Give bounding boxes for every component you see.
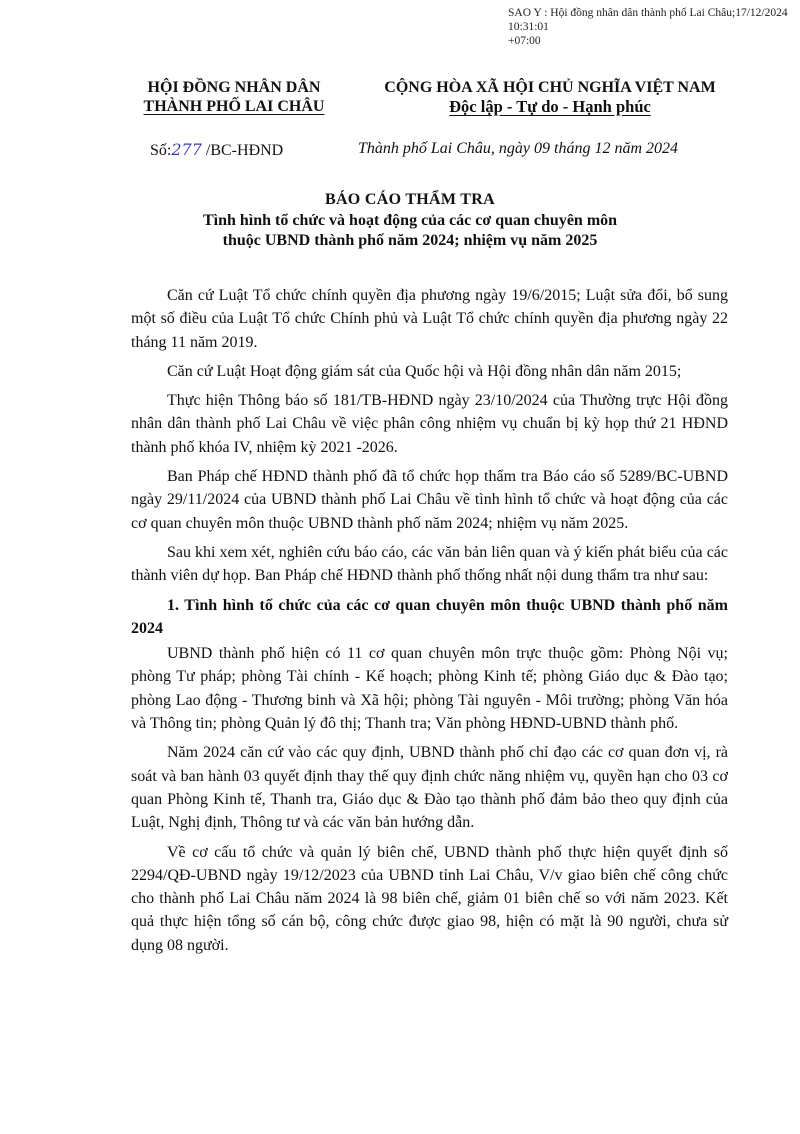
place-date: Thành phố Lai Châu, ngày 09 tháng 12 năm 2024 bbox=[358, 140, 679, 157]
section-1-heading: 1. Tình hình tổ chức của các cơ quan chuyên môn thuộc UBND thành phố năm 2024 bbox=[131, 596, 728, 637]
national-motto bbox=[350, 78, 750, 116]
title-main: BÁO CÁO THẨM TRA bbox=[324, 191, 495, 208]
digital-copy-stamp bbox=[508, 6, 796, 48]
paragraph-review-meeting: Ban Pháp chế HĐND thành phố đã tổ chức họp thẩm tra Báo cáo số 5289/BC-UBND ngày 29/11/2024 của UBND thành phố Lai Châu về tình hình tổ chức và hoạt động của các cơ quan chuyên môn thuộc UBND thành phố năm 2024; nhiệm vụ năm 2025. bbox=[131, 468, 728, 532]
paragraph-decisions-2024: Năm 2024 căn cứ vào các quy định, UBND thành phố chỉ đạo các cơ quan đơn vị, rà soát và ban hành 03 quyết định thay thế quy định chức năng nhiệm vụ, quyền hạn cho 03 cơ quan Phòng Kinh tế, Thanh tra, Giáo dục & Đào tạo thành phố đảm bảo theo quy định của Luật, Nghị định, Thông tư và các văn bản hướng dẫn. bbox=[131, 744, 728, 832]
title-sub-line1: Tình hình tổ chức và hoạt động của các cơ quan chuyên môn bbox=[202, 212, 618, 229]
handwritten-number: 277 bbox=[171, 140, 202, 159]
organization-line1: HỘI ĐỒNG NHÂN DÂN bbox=[147, 79, 321, 96]
paragraph-legal-basis-1: Căn cứ Luật Tổ chức chính quyền địa phương ngày 19/6/2015; Luật sửa đổi, bổ sung một số điều của Luật Tổ chức Chính phủ và Luật Tổ chức chính quyền địa phương ngày 22 tháng 11 năm 2019. bbox=[131, 287, 728, 351]
paragraph-notice: Thực hiện Thông báo số 181/TB-HĐND ngày 23/10/2024 của Thường trực Hội đồng nhân dân thành phố Lai Châu về việc phân công nhiệm vụ chuẩn bị kỳ họp thứ 21 HĐND thành phố khóa IV, nhiệm kỳ 2021 -2026. bbox=[131, 392, 728, 456]
paragraph-conclusion-intro: Sau khi xem xét, nghiên cứu báo cáo, các văn bản liên quan và ý kiến phát biểu của các thành viên dự họp. Ban Pháp chế HĐND thành phố thống nhất nội dung thẩm tra như sau: bbox=[131, 543, 728, 585]
paragraph-legal-basis-2: Căn cứ Luật Hoạt động giám sát của Quốc hội và Hội đồng nhân dân năm 2015; bbox=[167, 362, 682, 380]
organization-line2: THÀNH PHỐ LAI CHÂU bbox=[143, 98, 325, 115]
country-name: CỘNG HÒA XÃ HỘI CHỦ NGHĨA VIỆT NAM bbox=[384, 79, 716, 96]
copy-stamp-line2: +07:00 bbox=[508, 35, 541, 47]
paragraph-agencies: UBND thành phố hiện có 11 cơ quan chuyên môn trực thuộc gồm: Phòng Nội vụ; phòng Tư pháp; phòng Tài chính - Kế hoạch; phòng Kinh tế; phòng Giáo dục & Đào tạo; phòng Lao động - Thương binh và Xã hội; phòng Tài nguyên - Môi trường; phòng Văn hóa và Thông tin; phòng Quản lý đô thị; Thanh tra; Văn phòng HĐND-UBND thành phố. bbox=[131, 645, 728, 733]
number-prefix: Số: bbox=[150, 142, 172, 159]
title-sub-line2: thuộc UBND thành phố năm 2024; nhiệm vụ năm 2025 bbox=[222, 232, 598, 249]
paragraph-staffing: Về cơ cấu tổ chức và quản lý biên chế, UBND thành phố thực hiện quyết định số 2294/QĐ-UBND ngày 19/12/2023 của UBND tỉnh Lai Châu, V/v giao biên chế công chức cho thành phố Lai Châu năm 2024 là 98 biên chế, giảm 01 biên chế so với năm 2023. Kết quả thực hiện tổng số cán bộ, công chức được giao 98, hiện có mặt là 90 người, chưa sử dụng 08 người. bbox=[131, 843, 728, 954]
number-suffix: /BC-HĐND bbox=[201, 142, 284, 159]
motto-line: Độc lập - Tự do - Hạnh phúc bbox=[449, 97, 651, 116]
report-body bbox=[131, 284, 728, 963]
issuing-organization bbox=[128, 78, 340, 116]
copy-stamp-line1: SAO Y : Hội đồng nhân dân thành phố Lai Châu;17/12/2024 10:31:01 bbox=[508, 7, 788, 33]
document-number bbox=[150, 140, 283, 160]
report-title bbox=[140, 190, 680, 251]
